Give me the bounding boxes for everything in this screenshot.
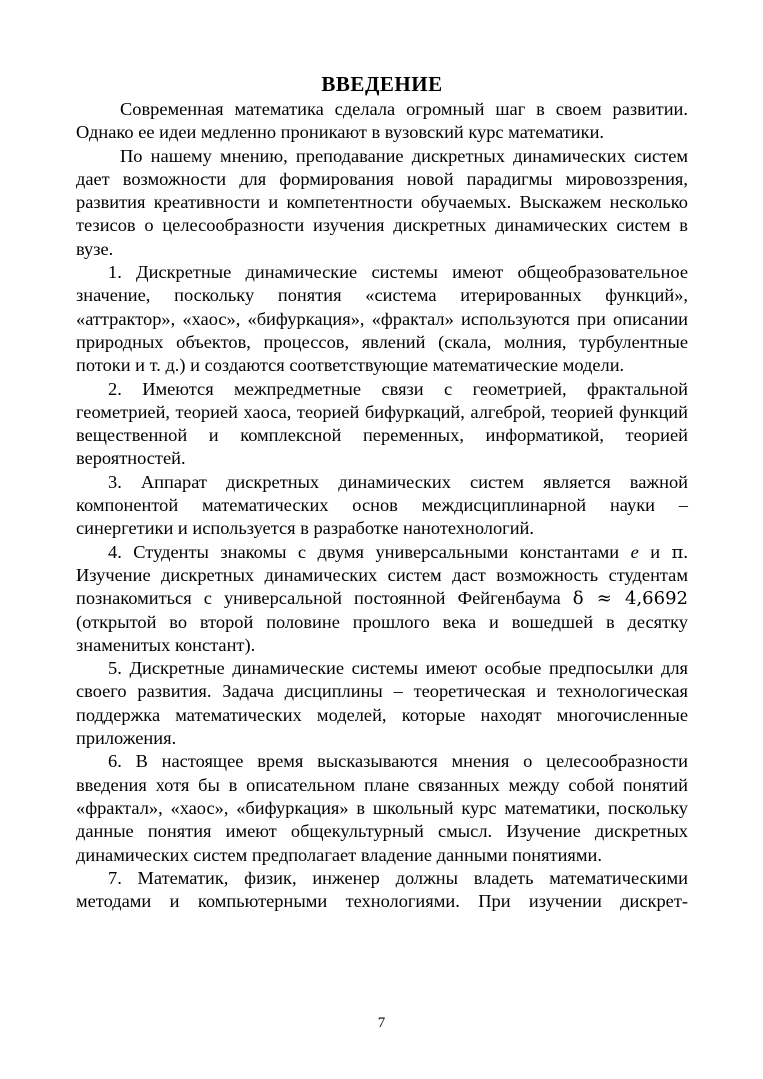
intro-paragraph-1: Современная математика сделала огромный шаг в своем развитии. Однако ее идеи медленно проникают в вузовский курс математики. [76,99,688,143]
thesis-item-4-text-d: (открытой во второй половине прошлого века и вошедшей в десятку знаменитых констант). [76,611,688,655]
thesis-item-4-text-c: . Изучение дискретных динамических систем даст возможность студентам познакомиться с универсальной постоянной Фейгенбаума [76,541,688,609]
thesis-item-3: 3. Аппарат дискретных динамических систем является важной компонентой математических основ междисциплинарной науки – синергетики и используется в разработке нанотехнологий. [76,471,688,539]
page-number: 7 [377,1015,386,1031]
thesis-item-6: 6. В настоящее время высказываются мнения о целесообразности введения хотя бы в описательном плане связанных между собой понятий «фрактал», «хаос», «бифуркация» в школьный курс математики, поскольку данные понятия имеют общекультурный смысл. Изучение дискретных динамических систем предполагает владение данными понятиями. [76,751,688,865]
feigenbaum-constant: δ ≈ 4,6692 [572,588,688,610]
constant-pi: π [671,541,684,563]
intro-paragraph-2: По нашему мнению, преподавание дискретных динамических систем дает возможности для формирования новой парадигмы мировоззрения, развития креативности и компетентности обучаемых. Выскажем несколько тезисов о целесообразности изучения дискретных динамических систем в вузе. [76,145,688,259]
thesis-item-4-text-b: и [638,541,672,562]
chapter-title: ВВЕДЕНИЕ [321,72,443,96]
thesis-item-7: 7. Математик, физик, инженер должны владеть математическими методами и компьютерными технологиями. При изучении дискрет- [76,867,688,912]
thesis-item-1: 1. Дискретные динамические системы имеют общеобразовательное значение, поскольку понятия «система итерированных функций», «аттрактор», «хаос», «бифуркация», «фрактал» используются при описании природных объектов, процессов, явлений (скала, молния, турбулентные потоки и т. д.) и создаются соответствующие математические модели. [76,262,688,376]
thesis-item-2: 2. Имеются межпредметные связи с геометрией, фрактальной геометрией, теорией хаоса, теорией бифуркаций, алгеброй, теорией функций вещественной и комплексной переменных, информатикой, теорией вероятностей. [76,378,688,469]
thesis-item-4 [76,541,688,657]
document-page [76,71,688,913]
thesis-item-5: 5. Дискретные динамические системы имеют особые предпосылки для своего развития. Задача дисциплины – теоретическая и технологическая поддержка математических моделей, которые находят многочисленные приложения. [76,658,688,749]
constant-e: e [630,541,639,562]
thesis-item-4-text-a: 4. Студенты знакомы с двумя универсальными константами [108,541,631,562]
